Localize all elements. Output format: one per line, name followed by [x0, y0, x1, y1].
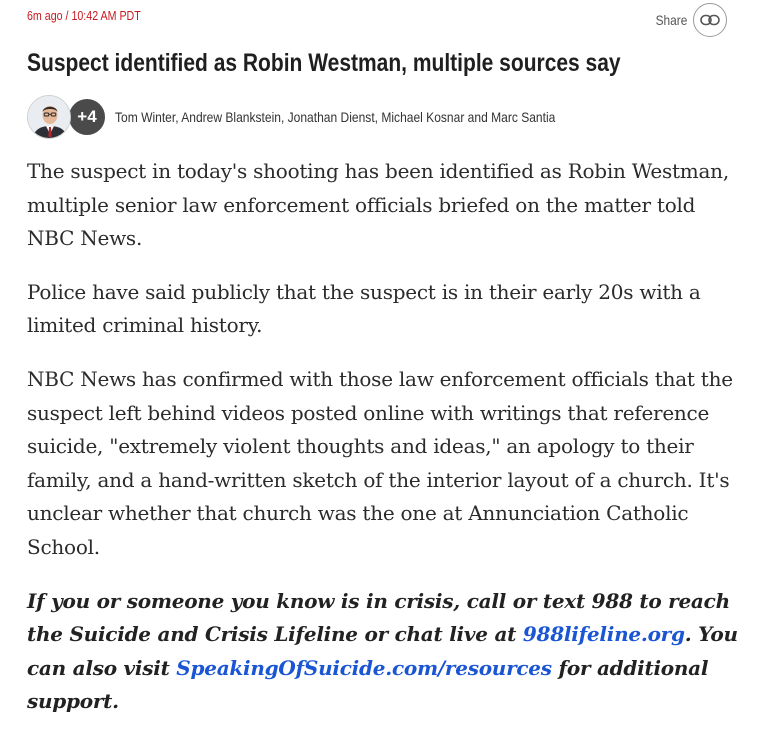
share-control[interactable] [650, 2, 727, 38]
more-authors-badge[interactable]: +4 [67, 97, 107, 137]
author-names[interactable]: Tom Winter, Andrew Blankstein, Jonathan Dienst, Michael Kosnar and Marc Santia [115, 109, 556, 125]
byline [27, 94, 627, 140]
paragraph-1: The suspect in today's shooting has been identified as Robin Westman, multiple senior law enforcement officials briefed on the matter told NBC News. [27, 159, 729, 251]
headline: Suspect identified as Robin Westman, multiple sources say [27, 49, 621, 77]
crisis-text-1: If you or someone you know is in crisis, call or text 988 to reach the Suicide and Crisis Lifeline or chat live at [27, 588, 730, 647]
speaking-of-suicide-link[interactable]: SpeakingOfSuicide.com/resources [176, 655, 552, 680]
crisis-text-2: . You can also visit [27, 622, 738, 680]
timestamp: 6m ago / 10:42 AM PDT [27, 8, 141, 23]
link-icon [700, 14, 720, 26]
article-body [27, 155, 739, 719]
paragraph-3: NBC News has confirmed with those law enforcement officials that the suspect left behind videos posted online with writings that reference suicide, "extremely violent thoughts and ideas," an apology to their family, and a hand-written sketch of the interior layout of a church. It's unclear whether that church was the one at Annunciation Catholic School. [27, 366, 733, 559]
paragraph-2: Police have said publicly that the suspect is in their early 20s with a limited criminal history. [27, 279, 701, 338]
crisis-note [27, 585, 739, 719]
author-avatar[interactable] [27, 95, 71, 139]
lifeline-link[interactable]: 988lifeline.org [522, 622, 685, 647]
crisis-text-3: for additional support. [27, 655, 709, 714]
share-button[interactable] [693, 3, 727, 37]
share-label[interactable]: Share [655, 12, 687, 28]
author-photo-icon [28, 96, 71, 139]
